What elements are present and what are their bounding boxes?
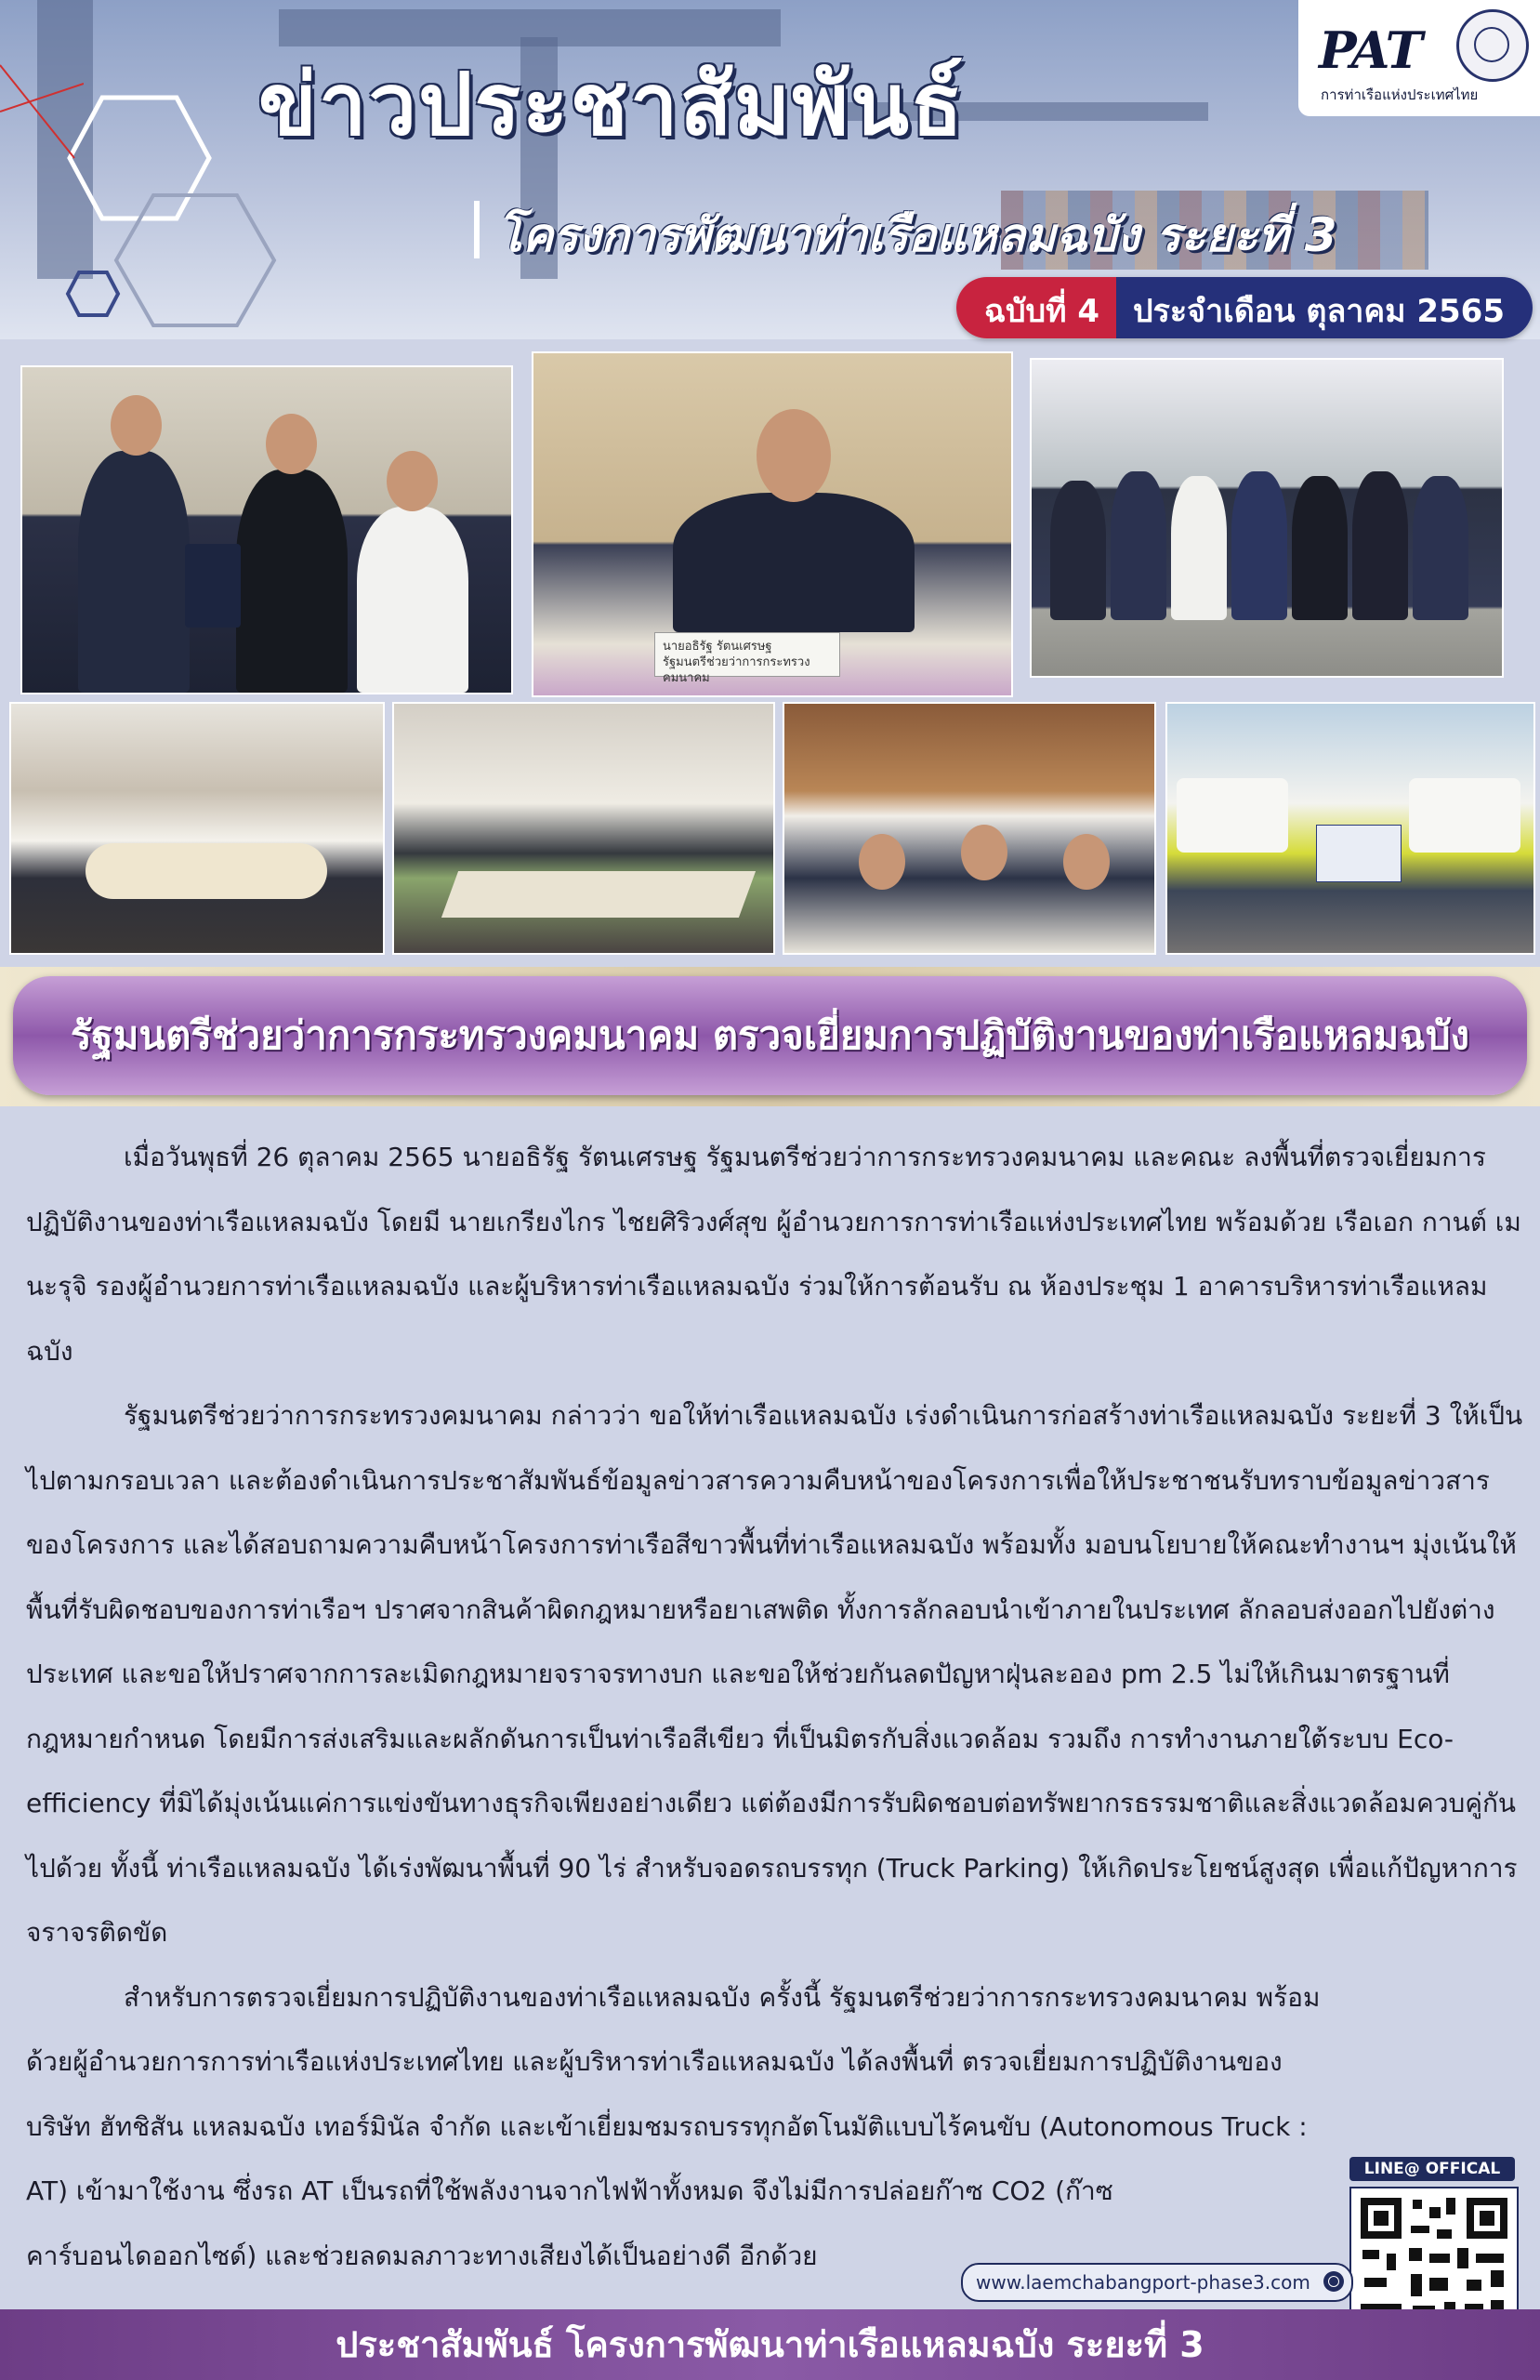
line-official-label: LINE@ OFFICAL [1349,2157,1515,2181]
person-figure [1231,471,1287,620]
truck-graphic [1177,778,1288,853]
person-figure [673,493,915,632]
hexagon-decoration-icon [112,191,279,330]
body-paragraph-3: สำหรับการตรวจเยี่ยมการปฏิบัติงานของท่าเรือแหลมฉบัง ครั้งนี้ รัฐมนตรีช่วยว่าการกระทรวงคมนาคม พร้อมด้วยผู้อำนวยการการท่าเรือแห่งประเทศไทย และผู้บริหารท่าเรือแหลมฉบัง ได้ลงพื้นที่ ตรวจเยี่ยมการปฏิบัติงานของบริษัท ฮัทชิสัน แหลมฉบัง เทอร์มินัล จำกัด และเข้าเยี่ยมชมรถบรรทุกอัตโนมัติแบบไร้คนขับ (Autonomous Truck : AT) เข้ามาใช้งาน ซึ่งรถ AT เป็นรถที่ใช้พลังงานจากไฟฟ้าทั้งหมด จึงไม่มีการปล่อยก๊าซ CO2 (ก๊าซคาร์บอนไดออกไซด์) และช่วยลดมลภาวะทางเสียงได้เป็นอย่างดี อีกด้วย [26,1981,1321,2271]
meeting-table [441,871,756,918]
photo-gift-handover [20,365,513,694]
person-head [757,409,831,502]
seal-icon [1456,9,1529,82]
person-figure [1050,481,1106,620]
photo-meeting-room-1 [9,702,385,955]
issue-badge [956,277,1533,338]
person-head [266,414,317,474]
article-headline: รัฐมนตรีช่วยว่าการกระทรวงคมนาคม ตรวจเยี่ยมการปฏิบัติงานของท่าเรือแหลมฉบัง [70,1012,1470,1058]
red-lines-decoration-icon [0,56,84,167]
gift-bag [185,544,241,628]
article-body [26,1125,1527,2288]
person-figure [1413,476,1468,620]
person-head [961,825,1007,880]
body-paragraph-1: เมื่อวันพุธที่ 26 ตุลาคม 2565 นายอธิรัฐ รัตนเศรษฐ รัฐมนตรีช่วยว่าการกระทรวงคมนาคม และคณะ ลงพื้นที่ตรวจเยี่ยมการปฏิบัติงานของท่าเรือแหลมฉบัง โดยมี นายเกรียงไกร ไชยศิริวงศ์สุข ผู้อำนวยการการท่าเรือแห่งประเทศไทย พร้อมด้วย เรือเอก กานต์ เมนะรุจิ รองผู้อำนวยการท่าเรือแหลมฉบัง และผู้บริหารท่าเรือแหลมฉบัง ร่วมให้การต้อนรับ ณ ห้องประชุม 1 อาคารบริหารท่าเรือแหลมฉบัง [26,1142,1521,1367]
project-subtitle: โครงการพัฒนาท่าเรือแหลมฉบัง ระยะที่ 3 [497,208,1337,262]
person-head [1063,834,1110,890]
photo-meeting-room-2 [392,702,775,955]
page-title: ข่าวประชาสัมพันธ์ [258,55,966,154]
meeting-table [86,843,327,899]
photo-meeting-attendees [783,702,1156,955]
issue-number: ฉบับที่ 4 [956,277,1116,338]
commemorative-board [1316,825,1402,882]
person-head [387,451,438,511]
issue-month: ประจำเดือน ตุลาคม 2565 [1116,277,1533,338]
hexagon-decoration-icon [65,270,121,318]
body-paragraph-2: รัฐมนตรีช่วยว่าการกระทรวงคมนาคม กล่าวว่า ขอให้ท่าเรือแหลมฉบัง เร่งดำเนินการก่อสร้างท่าเรือแหลมฉบัง ระยะที่ 3 ให้เป็นไปตามกรอบเวลา และต้องดำเนินการประชาสัมพันธ์ข้อมูลข่าวสารความคืบหน้าของโครงการเพื่อให้ประชาชนรับทราบข้อมูลข่าวสารของโครงการ และได้สอบถามความคืบหน้าโครงการท่าเรือสีขาวพื้นที่ท่าเรือแหลมฉบัง พร้อมทั้ง มอบนโยบายให้คณะทำงานฯ มุ่งเน้นให้พื้นที่รับผิดชอบของการท่าเรือฯ ปราศจากสินค้าผิดกฎหมายหรือยาเสพติด ทั้งการลักลอบนำเข้าภายในประเทศ ลักลอบส่งออกไปยังต่างประเทศ และขอให้ปราศจากการละเมิดกฎหมายจราจรทางบก และขอให้ช่วยกันลดปัญหาฝุ่นละออง pm 2.5 ไม่ให้เกินมาตรฐานที่กฎหมายกำหนด โดยมีการส่งเสริมและผลักดันการเป็นท่าเรือสีเขียว ที่เป็นมิตรกับสิ่งแวดล้อม รวมถึง การทำงานภายใต้ระบบ Eco-efficiency ที่มิได้มุ่งเน้นแค่การแข่งขันทางธุรกิจเพียงอย่างเดียว แต่ต้องมีการรับผิดชอบต่อทรัพยากรธรรมชาติและสิ่งแวดล้อมควบคู่กันไปด้วย ทั้งนี้ ท่าเรือแหลมฉบัง ได้เร่งพัฒนาพื้นที่ 90 ไร่ สำหรับจอดรถบรรทุก (Truck Parking) ให้เกิดประโยชน์สูงสุด เพื่อแก้ปัญหาการจราจรติดขัด [26,1400,1523,1948]
globe-icon [1323,2271,1344,2292]
truck-graphic [1409,778,1520,853]
person-head [111,395,162,456]
person-figure [1352,471,1408,620]
person-figure [1111,471,1166,620]
photo-autonomous-truck [1165,702,1535,955]
minister-nameplate: นายอธิรัฐ รัตนเศรษฐ รัฐมนตรีช่วยว่าการกระทรวงคมนาคม [654,632,840,677]
photo-group-visit [1030,358,1504,678]
person-figure [236,469,348,693]
person-figure [357,507,468,693]
website-url: www.laemchabangport-phase3.com [976,2271,1310,2294]
person-figure [78,451,190,693]
person-figure [1171,476,1227,620]
title-divider [474,201,480,258]
pat-logo [1298,0,1540,116]
logo-wordmark: PAT [1319,20,1421,80]
logo-caption: การท่าเรือแห่งประเทศไทย [1321,86,1479,103]
photo-minister-speaking [532,351,1013,697]
website-link[interactable] [961,2263,1353,2302]
person-figure [1292,476,1348,620]
person-head [859,834,905,890]
footer-text: ประชาสัมพันธ์ โครงการพัฒนาท่าเรือแหลมฉบัง ระยะที่ 3 [336,2324,1204,2365]
